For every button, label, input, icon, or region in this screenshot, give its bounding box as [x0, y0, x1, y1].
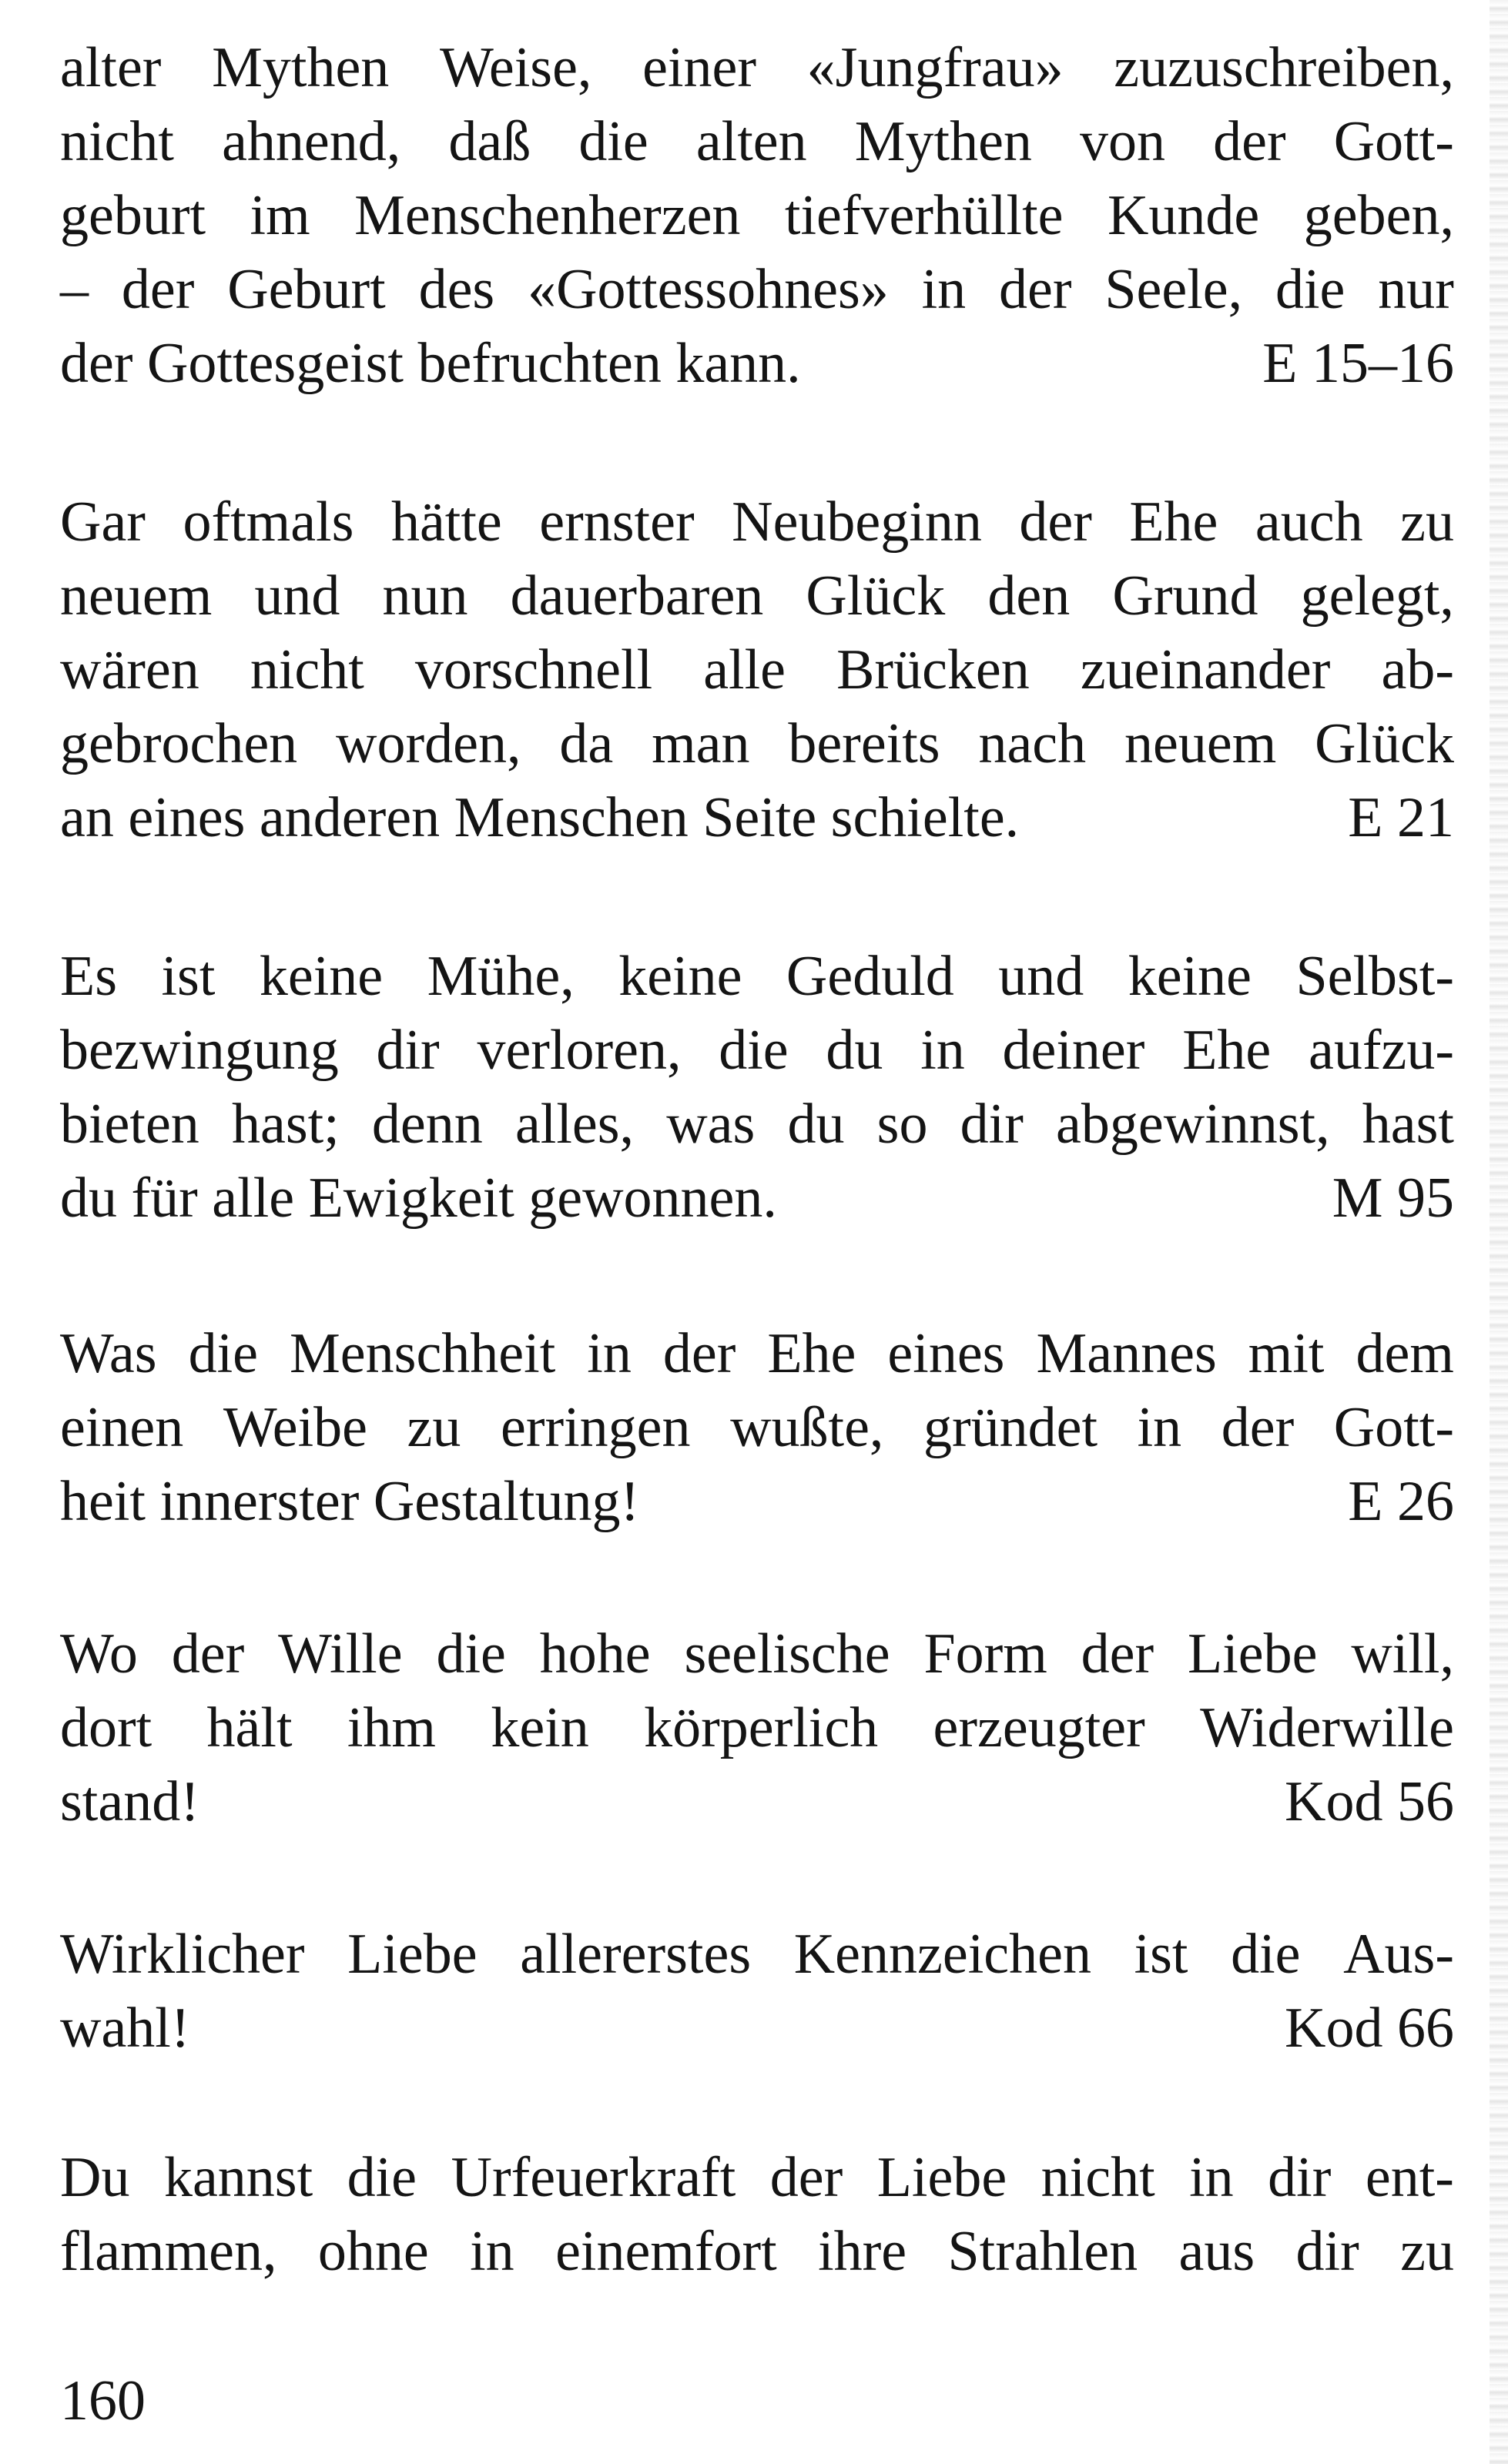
word: ent- [1365, 2146, 1454, 2209]
word: wußte, [730, 1396, 884, 1459]
word: die [578, 110, 648, 173]
text-line [60, 1317, 1454, 1391]
word: geben, [1303, 184, 1454, 247]
word: so [876, 1093, 928, 1156]
word: Menschheit [290, 1322, 556, 1385]
word: mit [1248, 1322, 1325, 1385]
word: wären [60, 638, 199, 701]
word: einer [642, 36, 756, 99]
word: abgewinnst, [1056, 1093, 1330, 1156]
word: ernster [539, 490, 695, 554]
word: der [1019, 490, 1092, 554]
word: zuzuschreiben, [1114, 36, 1454, 99]
word: dir [1295, 2220, 1359, 2283]
word: Menschenherzen [354, 184, 741, 247]
text-line [60, 559, 1454, 633]
word: des [418, 258, 495, 321]
word: Es [60, 945, 117, 1008]
word: nicht [250, 638, 364, 701]
word: Wirklicher [60, 1923, 305, 1986]
word: der [171, 1622, 245, 1686]
word: zu [1400, 490, 1454, 554]
word: Grund [1112, 564, 1258, 628]
word: Ehe [1129, 490, 1218, 554]
word: keine [259, 945, 384, 1008]
word: eines [887, 1322, 1005, 1385]
word: zu [407, 1396, 461, 1459]
word: du [787, 1093, 845, 1156]
source-reference: E 26 [1348, 1470, 1454, 1533]
word: Form [923, 1622, 1047, 1686]
word: Gar [60, 490, 146, 554]
word: kannst [163, 2146, 313, 2209]
word: vorschnell [414, 638, 653, 701]
word: Liebe [876, 2146, 1007, 2209]
word: erzeugter [933, 1696, 1145, 1759]
word: Geburt [227, 258, 386, 321]
word: dauerbaren [510, 564, 764, 628]
text-line [60, 1391, 1454, 1465]
word: daß [448, 110, 531, 173]
text-line [60, 485, 1454, 559]
word: da [559, 712, 614, 775]
text-line [60, 1991, 1454, 2065]
word: in [587, 1322, 632, 1385]
word: Mannes [1036, 1322, 1217, 1385]
word: Strahlen [947, 2220, 1138, 2283]
word: gelegt, [1300, 564, 1454, 628]
word: dort [60, 1696, 152, 1759]
text-line [60, 179, 1454, 253]
word: du [826, 1019, 883, 1082]
word: Gott- [1333, 1396, 1454, 1459]
text-line [60, 781, 1454, 855]
word: ihm [347, 1696, 436, 1759]
word: Was [60, 1322, 157, 1385]
word: Brücken [836, 638, 1030, 701]
word: gründet [923, 1396, 1098, 1459]
word: ohne [317, 2220, 429, 2283]
word: nur [1378, 258, 1454, 321]
word: Seele, [1104, 258, 1243, 321]
word: geburt [60, 184, 206, 247]
word: die [436, 1622, 506, 1686]
word: und [998, 945, 1084, 1008]
word: die [188, 1322, 258, 1385]
word: erringen [500, 1396, 691, 1459]
word: ahnend, [222, 110, 401, 173]
word: «Jungfrau» [806, 36, 1064, 99]
word: nach [978, 712, 1087, 775]
word: nicht [60, 110, 174, 173]
word: keine [1128, 945, 1252, 1008]
word: einen [60, 1396, 184, 1459]
word: dir [1268, 2146, 1332, 2209]
word: zueinander [1080, 638, 1331, 701]
word: dem [1356, 1322, 1454, 1385]
word: alles, [514, 1093, 635, 1156]
word: körperlich [644, 1696, 879, 1759]
word: dir [960, 1093, 1024, 1156]
word: worden, [336, 712, 521, 775]
word: alter [60, 36, 162, 99]
word: ab- [1381, 638, 1454, 701]
word: ihre [818, 2220, 907, 2283]
word: die [719, 1019, 789, 1082]
text-line [60, 326, 1454, 400]
word: seelische [684, 1622, 890, 1686]
text-line [60, 1617, 1454, 1691]
line-text: du für alle Ewigkeit gewonnen. [60, 1167, 777, 1230]
word: dir [376, 1019, 440, 1082]
word: Wille [278, 1622, 403, 1686]
word: bezwingung [60, 1019, 339, 1082]
word: aus [1178, 2220, 1255, 2283]
text-line [60, 1691, 1454, 1765]
word: in [920, 1019, 965, 1082]
text-line [60, 2141, 1454, 2215]
word: oftmals [183, 490, 354, 554]
word: will, [1351, 1622, 1454, 1686]
word: Glück [806, 564, 946, 628]
word: Urfeuerkraft [451, 2146, 736, 2209]
line-text: stand! [60, 1770, 199, 1833]
word: Ehe [767, 1322, 856, 1385]
word: die [1231, 1923, 1301, 1986]
word: nun [382, 564, 468, 628]
word: Glück [1315, 712, 1454, 775]
word: in [1189, 2146, 1234, 2209]
word: hast; [231, 1093, 340, 1156]
text-line [60, 1765, 1454, 1839]
text-line [60, 1161, 1454, 1235]
word: die [1275, 258, 1345, 321]
word: einemfort [555, 2220, 777, 2283]
text-line [60, 1917, 1454, 1991]
page-edge-shadow [1490, 0, 1508, 2464]
word: der [769, 2146, 843, 2209]
source-reference: Kod 56 [1285, 1770, 1454, 1833]
word: der [1081, 1622, 1154, 1686]
word: zu [1400, 2220, 1454, 2283]
word: der [1213, 110, 1286, 173]
word: Ehe [1182, 1019, 1272, 1082]
word: der [999, 258, 1072, 321]
word: Du [60, 2146, 130, 2209]
text-line [60, 939, 1454, 1013]
word: Selbst- [1295, 945, 1454, 1008]
line-text: wahl! [60, 1997, 190, 2060]
text-line [60, 707, 1454, 781]
word: hält [206, 1696, 293, 1759]
word: auch [1255, 490, 1363, 554]
word: gebrochen [60, 712, 298, 775]
word: denn [371, 1093, 483, 1156]
text-line [60, 253, 1454, 326]
word: hast [1362, 1093, 1454, 1156]
word: der [1221, 1396, 1295, 1459]
word: Kennzeichen [793, 1923, 1091, 1986]
word: aufzu- [1309, 1019, 1454, 1082]
word: der [662, 1322, 736, 1385]
word: nicht [1041, 2146, 1155, 2209]
word: im [250, 184, 310, 247]
source-reference: M 95 [1332, 1167, 1454, 1230]
word: allererstes [520, 1923, 752, 1986]
text-line [60, 1465, 1454, 1538]
word: – [60, 258, 89, 321]
text-line [60, 105, 1454, 179]
word: Aus- [1343, 1923, 1454, 1986]
word: bieten [60, 1093, 199, 1156]
word: bereits [788, 712, 940, 775]
word: in [921, 258, 967, 321]
word: tiefverhüllte [784, 184, 1064, 247]
word: hohe [539, 1622, 651, 1686]
word: was [666, 1093, 756, 1156]
word: der [121, 258, 195, 321]
word: Wo [60, 1622, 138, 1686]
line-text: an eines anderen Menschen Seite schielte. [60, 786, 1020, 849]
word: Weise, [439, 36, 592, 99]
word: den [987, 564, 1071, 628]
word: und [254, 564, 340, 628]
text-line [60, 1087, 1454, 1161]
word: in [470, 2220, 514, 2283]
word: Liebe [1188, 1622, 1318, 1686]
word: neuem [60, 564, 213, 628]
word: ist [161, 945, 216, 1008]
word: alten [695, 110, 807, 173]
word: deiner [1002, 1019, 1145, 1082]
word: Liebe [347, 1923, 478, 1986]
word: keine [618, 945, 742, 1008]
text-line [60, 31, 1454, 105]
word: Kunde [1107, 184, 1260, 247]
page-number: 160 [60, 2369, 146, 2432]
source-reference: E 15–16 [1262, 332, 1454, 395]
word: hätte [390, 490, 502, 554]
word: in [1137, 1396, 1182, 1459]
word: neuem [1124, 712, 1277, 775]
word: verloren, [477, 1019, 682, 1082]
word: alle [703, 638, 786, 701]
line-text: heit innerster Gestaltung! [60, 1470, 640, 1533]
word: Mythen [854, 110, 1032, 173]
word: man [652, 712, 750, 775]
word: Gott- [1333, 110, 1454, 173]
word: Weibe [223, 1396, 367, 1459]
word: Widerwille [1200, 1696, 1454, 1759]
word: kein [491, 1696, 589, 1759]
word: ist [1134, 1923, 1188, 1986]
word: Neubeginn [732, 490, 982, 554]
source-reference: E 21 [1348, 786, 1454, 849]
text-line [60, 2215, 1454, 2288]
word: die [347, 2146, 417, 2209]
word: «Gottessohnes» [528, 258, 889, 321]
word: Mühe, [427, 945, 575, 1008]
line-text: der Gottesgeist befruchten kann. [60, 332, 801, 395]
word: Geduld [786, 945, 954, 1008]
source-reference: Kod 66 [1285, 1997, 1454, 2060]
word: von [1080, 110, 1166, 173]
word: Mythen [212, 36, 390, 99]
text-line [60, 1013, 1454, 1087]
word: flammen, [60, 2220, 277, 2283]
text-line [60, 633, 1454, 707]
